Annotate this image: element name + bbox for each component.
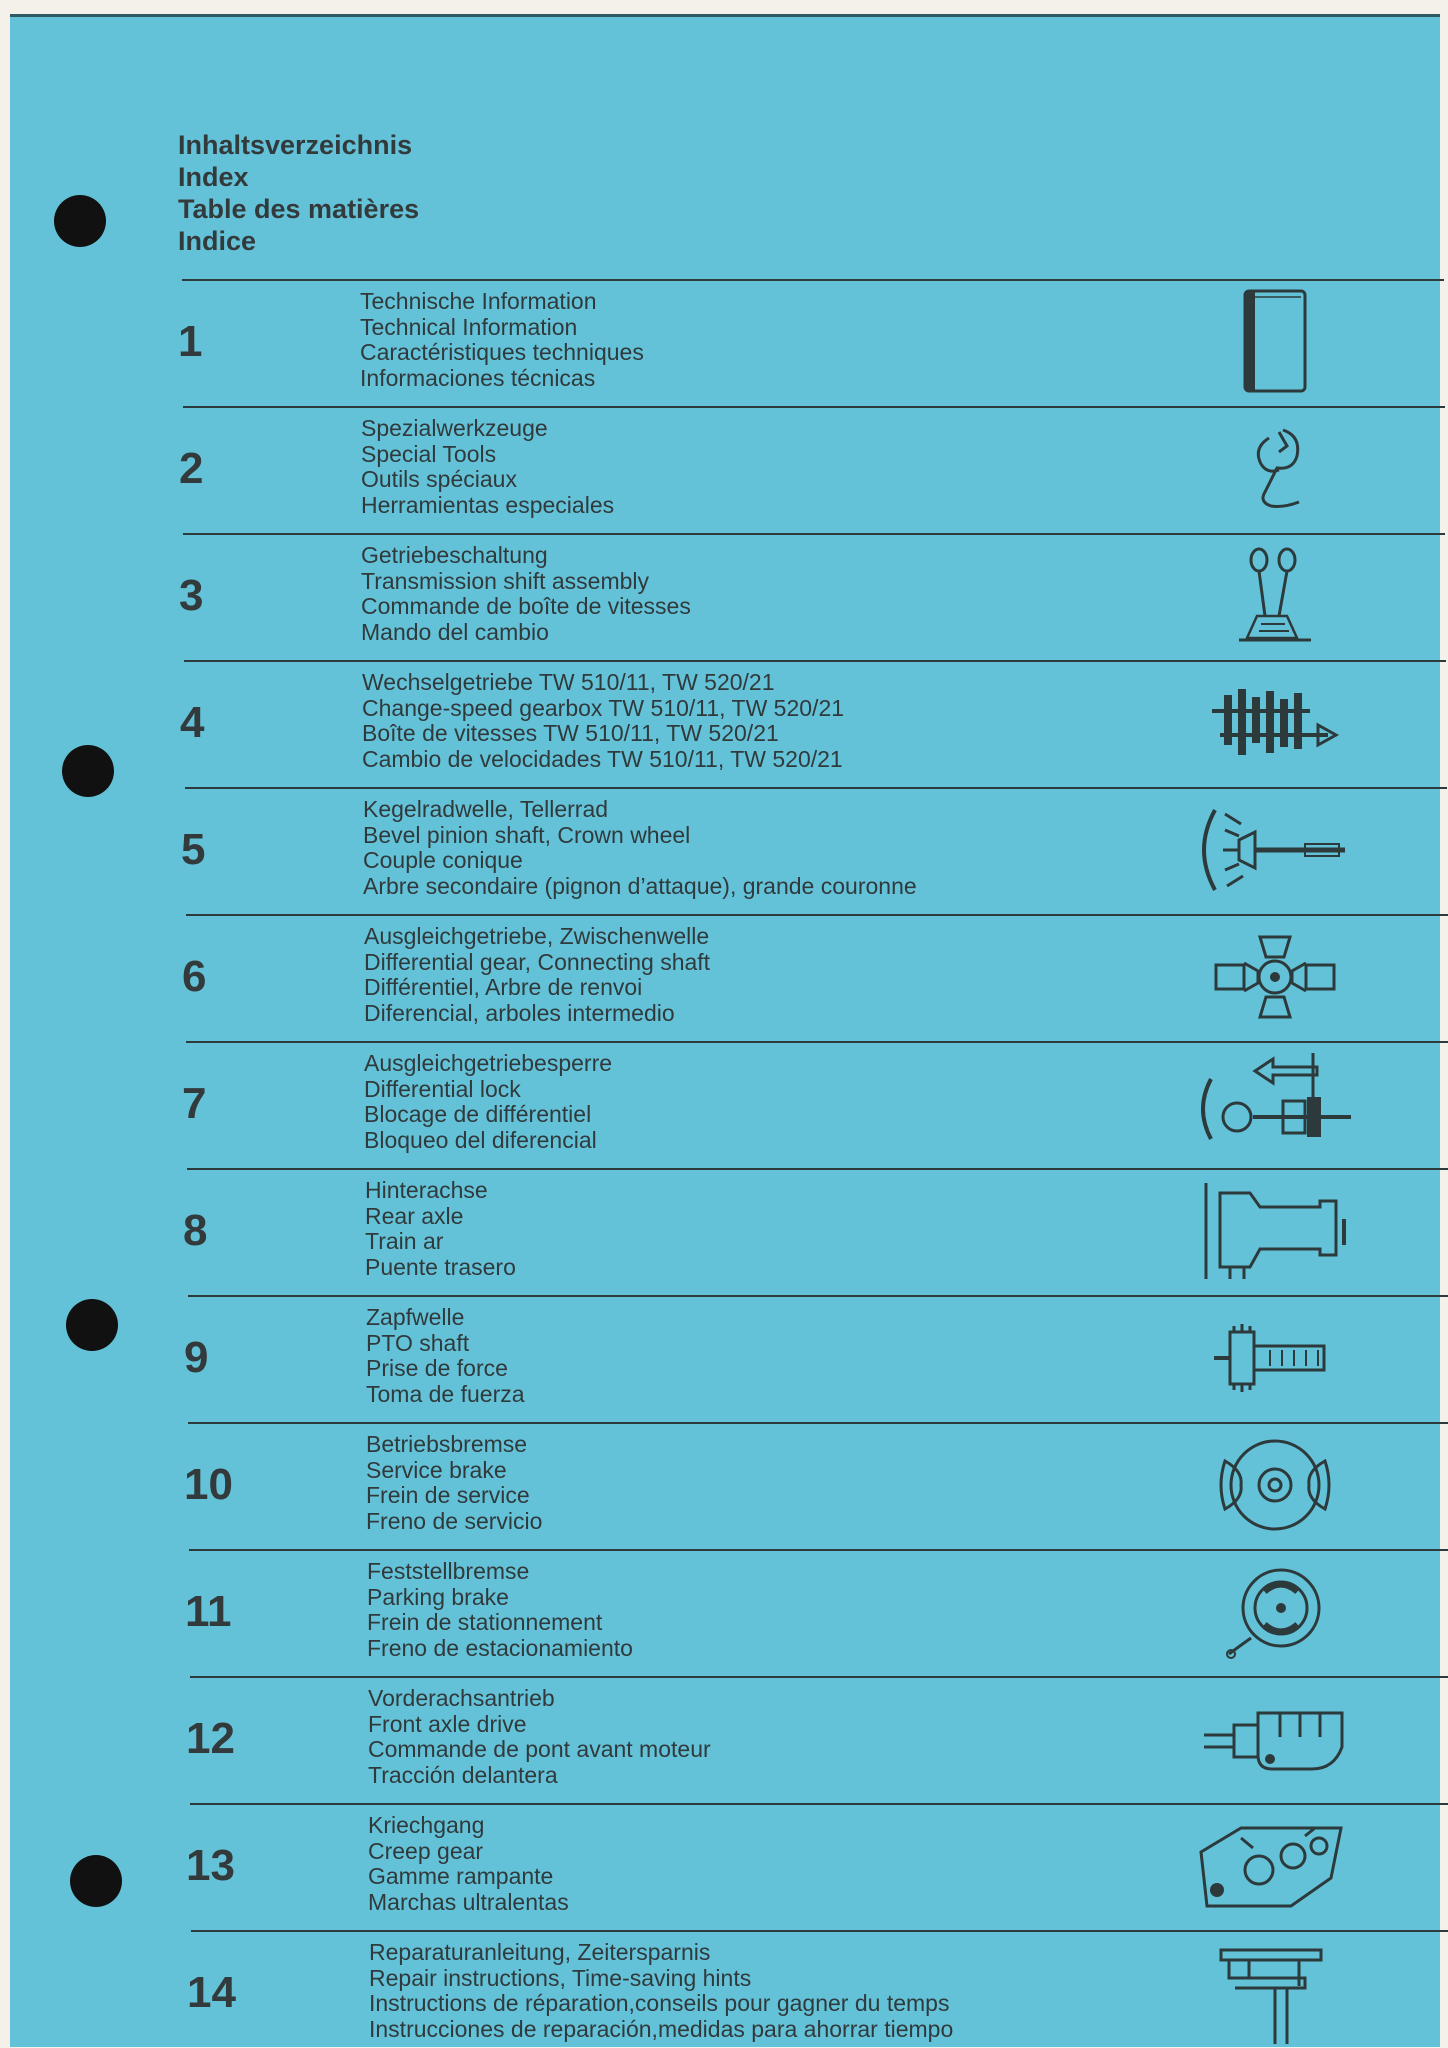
- section-titles: [365, 1178, 516, 1280]
- section-title-line: Boîte de vitesses TW 510/11, TW 520/21: [362, 720, 779, 746]
- section-divider: [183, 406, 1445, 408]
- section-title-line: Rear axle: [365, 1202, 464, 1229]
- section-title-line: Différentiel, Arbre de renvoi: [364, 974, 643, 1000]
- section-title-line: Train ar: [365, 1228, 444, 1254]
- section-titles: [366, 1305, 525, 1407]
- section-title-line: Toma de fuerza: [366, 1380, 525, 1407]
- section-title-line: Freno de servicio: [366, 1507, 543, 1534]
- section-title-line: Diferencial, arboles intermedio: [364, 999, 675, 1026]
- differential-gear-icon: [1210, 927, 1340, 1027]
- section-number: 10: [184, 1460, 233, 1509]
- wrench-icon: [1239, 424, 1311, 514]
- section-title-line: Informaciones técnicas: [360, 364, 596, 391]
- heading-line: Index: [178, 162, 249, 192]
- section-title-line: Getriebeschaltung: [361, 542, 548, 568]
- section-title-line: Service brake: [366, 1456, 507, 1483]
- index-page: [10, 14, 1440, 2047]
- section-divider: [185, 787, 1447, 789]
- section-titles: [364, 924, 710, 1026]
- section-title-line: Special Tools: [361, 440, 497, 467]
- section-title-line: Ausgleichgetriebe, Zwischenwelle: [364, 923, 710, 949]
- section-divider: [187, 1168, 1448, 1170]
- bevel-pinion-crown-wheel-icon: [1195, 800, 1355, 900]
- binder-hole: [66, 1299, 118, 1351]
- section-titles: [369, 1940, 953, 2042]
- section-title-line: Bloqueo del diferencial: [364, 1126, 597, 1153]
- section-title-line: Change-speed gearbox TW 510/11, TW 520/21: [362, 694, 845, 721]
- section-title-line: Mando del cambio: [361, 618, 549, 645]
- section-number: 12: [186, 1714, 235, 1763]
- section-divider: [184, 660, 1446, 662]
- section-divider: [190, 1676, 1448, 1678]
- page-heading: [178, 129, 419, 257]
- section-number: 6: [182, 952, 207, 1001]
- rear-axle-icon: [1200, 1179, 1350, 1284]
- section-divider: [186, 1041, 1448, 1043]
- section-number: 14: [187, 1968, 236, 2017]
- binder-hole: [62, 745, 114, 797]
- section-title-line: Wechselgetriebe TW 510/11, TW 520/21: [362, 669, 775, 695]
- section-title-line: Hinterachse: [365, 1177, 488, 1203]
- section-title-line: Feststellbremse: [367, 1558, 530, 1584]
- section-number: 5: [181, 825, 206, 874]
- section-title-line: Zapfwelle: [366, 1304, 465, 1330]
- section-title-line: Cambio de velocidades TW 510/11, TW 520/21: [362, 745, 843, 772]
- binder-hole: [54, 195, 106, 247]
- front-axle-drive-icon: [1200, 1699, 1350, 1779]
- section-title-line: Caractéristiques techniques: [360, 339, 644, 365]
- section-number: 4: [180, 698, 205, 747]
- section-number: 2: [179, 444, 204, 493]
- section-title-line: Transmission shift assembly: [361, 567, 650, 594]
- heading-line: Table des matières: [178, 194, 420, 224]
- section-title-line: Differential lock: [364, 1075, 521, 1102]
- binder-hole: [70, 1855, 122, 1907]
- section-divider: [186, 914, 1448, 916]
- section-number: 13: [186, 1841, 235, 1890]
- section-title-line: Technical Information: [360, 313, 578, 340]
- section-title-line: Gamme rampante: [368, 1863, 554, 1889]
- gear-shift-levers-icon: [1235, 546, 1315, 646]
- section-title-line: Betriebsbremse: [366, 1431, 528, 1457]
- section-title-line: Outils spéciaux: [361, 466, 517, 492]
- section-divider: [191, 1930, 1448, 1932]
- section-title-line: Frein de stationnement: [367, 1609, 603, 1635]
- section-title-line: Vorderachsantrieb: [368, 1685, 555, 1711]
- section-number: 11: [185, 1587, 232, 1636]
- book-icon: [1239, 287, 1311, 397]
- section-title-line: Instructions de réparation,conseils pour gagner du temps: [369, 1990, 950, 2016]
- heading-line: Indice: [178, 226, 257, 256]
- section-title-line: Instrucciones de reparación,medidas para ahorrar tiempo: [369, 2015, 954, 2042]
- section-titles: [361, 543, 691, 645]
- section-number: 1: [178, 317, 203, 366]
- section-title-line: Commande de boîte de vitesses: [361, 593, 691, 619]
- section-title-line: Front axle drive: [368, 1710, 527, 1737]
- section-number: 7: [182, 1079, 207, 1128]
- section-titles: [368, 1686, 711, 1788]
- section-titles: [364, 1051, 612, 1153]
- section-title-line: Technische Information: [360, 288, 597, 314]
- section-titles: [360, 289, 644, 391]
- section-title-line: Tracción delantera: [368, 1761, 558, 1788]
- pto-shaft-icon: [1210, 1318, 1340, 1398]
- section-title-line: Freno de estacionamiento: [367, 1634, 633, 1661]
- differential-lock-icon: [1195, 1049, 1355, 1159]
- section-title-line: Ausgleichgetriebesperre: [364, 1050, 613, 1076]
- service-brake-icon: [1215, 1435, 1335, 1535]
- parking-brake-icon: [1225, 1562, 1325, 1662]
- section-titles: [368, 1813, 569, 1915]
- section-divider: [190, 1803, 1448, 1805]
- section-divider: [189, 1549, 1448, 1551]
- section-divider: [182, 279, 1444, 281]
- section-divider: [183, 533, 1445, 535]
- section-number: 9: [184, 1333, 209, 1382]
- section-title-line: Herramientas especiales: [361, 491, 615, 518]
- section-number: 8: [183, 1206, 208, 1255]
- section-title-line: Arbre secondaire (pignon d’attaque), grande couronne: [363, 872, 917, 899]
- caliper-icon: [1215, 1938, 1335, 2048]
- gearbox-icon: [1210, 683, 1340, 763]
- section-title-line: Repair instructions, Time-saving hints: [369, 1964, 752, 1991]
- section-title-line: Differential gear, Connecting shaft: [364, 948, 711, 975]
- section-titles: [363, 797, 917, 899]
- section-title-line: Parking brake: [367, 1583, 509, 1610]
- section-title-line: Blocage de différentiel: [364, 1101, 592, 1127]
- section-title-line: Kriechgang: [368, 1812, 485, 1838]
- section-titles: [361, 416, 614, 518]
- section-title-line: Spezialwerkzeuge: [361, 415, 548, 441]
- section-title-line: PTO shaft: [366, 1329, 470, 1356]
- section-divider: [188, 1422, 1448, 1424]
- section-title-line: Bevel pinion shaft, Crown wheel: [363, 821, 691, 848]
- section-title-line: Frein de service: [366, 1482, 530, 1508]
- section-title-line: Commande de pont avant moteur: [368, 1736, 711, 1762]
- section-title-line: Puente trasero: [365, 1253, 516, 1280]
- section-titles: [362, 670, 844, 772]
- heading-line: Inhaltsverzeichnis: [178, 130, 413, 160]
- section-title-line: Creep gear: [368, 1837, 484, 1864]
- section-title-line: Marchas ultralentas: [368, 1888, 569, 1915]
- section-title-line: Kegelradwelle, Tellerrad: [363, 796, 609, 822]
- section-number: 3: [179, 571, 204, 620]
- section-titles: [366, 1432, 542, 1534]
- section-title-line: Prise de force: [366, 1355, 508, 1381]
- section-divider: [188, 1295, 1448, 1297]
- section-titles: [367, 1559, 633, 1661]
- section-title-line: Couple conique: [363, 847, 523, 873]
- section-title-line: Reparaturanleitung, Zeitersparnis: [369, 1939, 711, 1965]
- creep-gear-icon: [1195, 1816, 1355, 1916]
